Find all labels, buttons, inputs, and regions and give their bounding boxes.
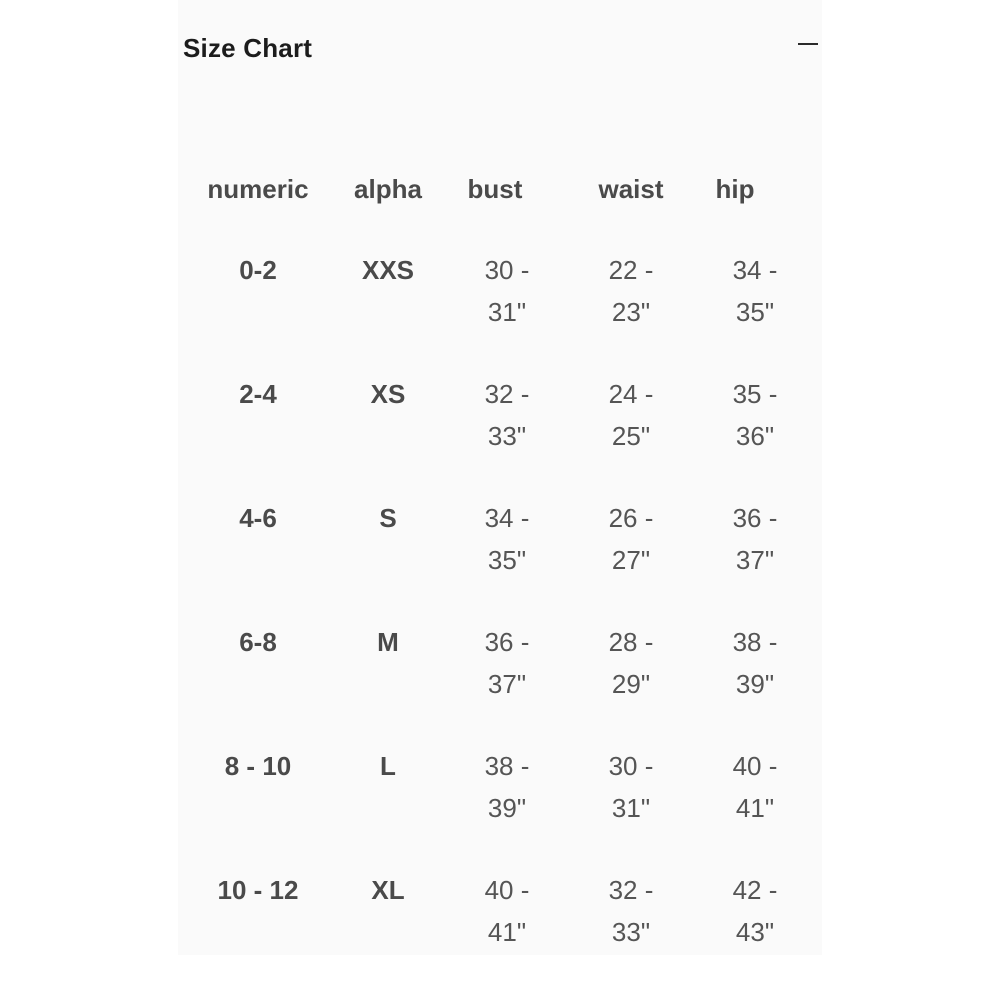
cell-hip-line: 40 -: [732, 751, 778, 781]
cell-waist-line: 32 -: [608, 875, 654, 905]
cell-bust-line: 38 -: [484, 751, 530, 781]
cell-waist-line: 27": [611, 545, 651, 575]
cell-bust-line: 35": [487, 545, 527, 575]
cell-bust: [452, 497, 562, 581]
cell-waist-line: 24 -: [608, 379, 654, 409]
cell-hip-line: 38 -: [732, 627, 778, 657]
cell-waist-line: 22 -: [608, 255, 654, 285]
cell-hip: [700, 249, 810, 333]
cell-waist-line: 28 -: [608, 627, 654, 657]
cell-bust: [452, 621, 562, 705]
page-title: Size Chart: [183, 33, 313, 63]
cell-waist-line: 33": [611, 917, 651, 947]
cell-hip: [700, 373, 810, 457]
cell-hip-line: 36": [735, 421, 775, 451]
cell-alpha: M: [377, 627, 399, 657]
cell-waist-line: 30 -: [608, 751, 654, 781]
cell-hip-line: 37": [735, 545, 775, 575]
cell-bust-line: 37": [487, 669, 527, 699]
cell-bust: [452, 373, 562, 457]
cell-waist: [576, 869, 686, 953]
cell-alpha: XXS: [361, 255, 415, 285]
column-header-bust: bust: [467, 174, 523, 204]
cell-bust-line: 30 -: [484, 255, 530, 285]
cell-alpha: L: [380, 751, 396, 781]
cell-numeric: 6-8: [239, 627, 277, 657]
cell-waist-line: 26 -: [608, 503, 654, 533]
collapse-button[interactable]: [794, 28, 824, 58]
cell-numeric: 2-4: [239, 379, 277, 409]
column-header-waist: waist: [598, 174, 664, 204]
cell-bust: [452, 745, 562, 829]
cell-hip: [700, 869, 810, 953]
cell-numeric: 8 - 10: [224, 751, 292, 781]
cell-hip-line: 43": [735, 917, 775, 947]
cell-bust: [452, 869, 562, 953]
cell-hip-line: 36 -: [732, 503, 778, 533]
cell-waist: [576, 621, 686, 705]
cell-waist: [576, 249, 686, 333]
cell-bust: [452, 249, 562, 333]
column-header-numeric: numeric: [207, 174, 309, 204]
cell-hip: [700, 621, 810, 705]
cell-waist-line: 29": [611, 669, 651, 699]
cell-bust-line: 40 -: [484, 875, 530, 905]
minus-icon: [798, 43, 818, 45]
cell-numeric: 10 - 12: [217, 875, 299, 905]
cell-hip-line: 34 -: [732, 255, 778, 285]
cell-numeric: 4-6: [239, 503, 277, 533]
cell-alpha: XL: [371, 875, 405, 905]
cell-waist-line: 25": [611, 421, 651, 451]
cell-waist-line: 23": [611, 297, 651, 327]
cell-bust-line: 41": [487, 917, 527, 947]
cell-bust-line: 31": [487, 297, 527, 327]
cell-bust-line: 33": [487, 421, 527, 451]
cell-bust-line: 36 -: [484, 627, 530, 657]
column-header-hip: hip: [715, 174, 755, 204]
cell-hip-line: 42 -: [732, 875, 778, 905]
cell-alpha: XS: [370, 379, 406, 409]
cell-hip: [700, 745, 810, 829]
cell-bust-line: 32 -: [484, 379, 530, 409]
cell-waist: [576, 373, 686, 457]
cell-waist: [576, 497, 686, 581]
cell-bust-line: 39": [487, 793, 527, 823]
cell-numeric: 0-2: [239, 255, 277, 285]
cell-alpha: S: [379, 503, 397, 533]
cell-hip-line: 41": [735, 793, 775, 823]
cell-hip-line: 39": [735, 669, 775, 699]
cell-hip-line: 35 -: [732, 379, 778, 409]
cell-bust-line: 34 -: [484, 503, 530, 533]
cell-waist: [576, 745, 686, 829]
column-header-alpha: alpha: [354, 174, 422, 204]
cell-waist-line: 31": [611, 793, 651, 823]
cell-hip-line: 35": [735, 297, 775, 327]
cell-hip: [700, 497, 810, 581]
